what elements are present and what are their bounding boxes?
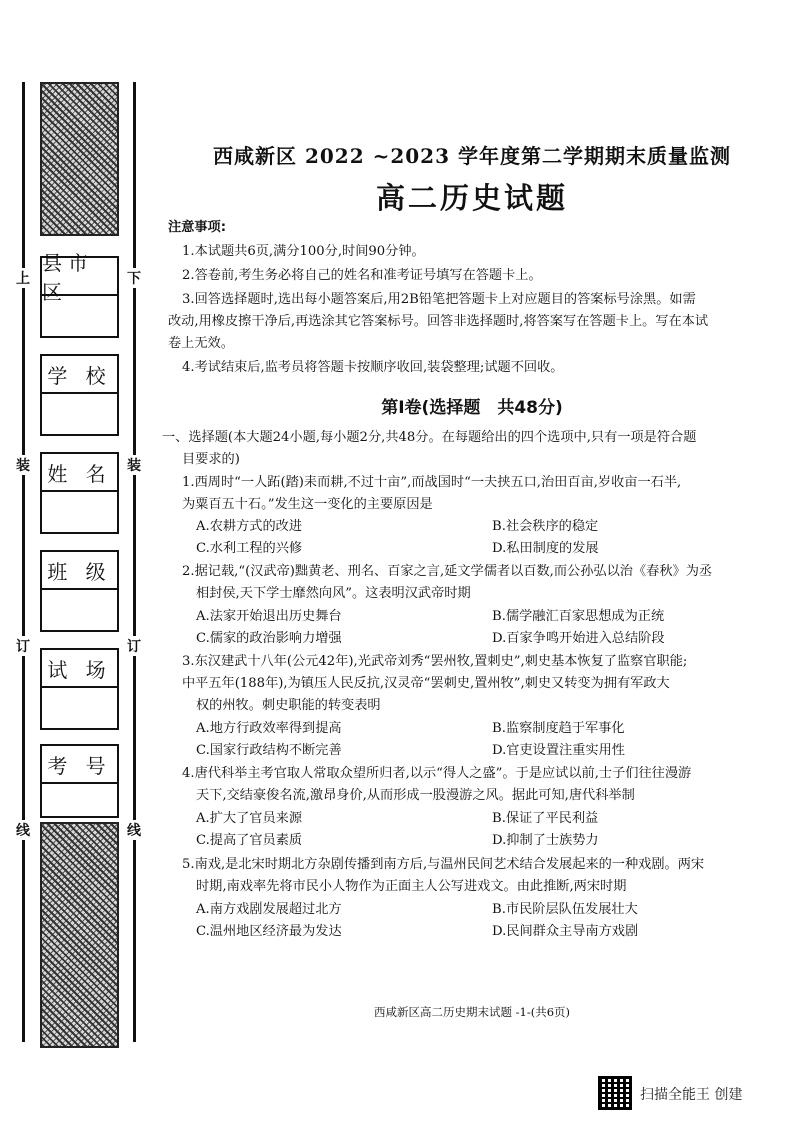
answer-option[interactable]: C.国家行政结构不断完善 bbox=[196, 743, 342, 758]
decorative-pattern-bottom bbox=[40, 822, 119, 1048]
answer-option[interactable]: C.温州地区经济最为发达 bbox=[196, 924, 342, 939]
scanner-watermark: 扫描全能王 创建 bbox=[640, 1087, 743, 1103]
question-stem: 2.据记载,“(汉武帝)黜黄老、刑名、百家之言,延文学儒者以百数,而公孙弘以治《春秋》为丞 bbox=[182, 564, 713, 579]
question-stem: 为粟百五十石。”发生这一变化的主要原因是 bbox=[182, 497, 433, 512]
note-line: 改动,用橡皮擦干净后,再选涂其它答案标号。回答非选择题时,将答案写在答题卡上。写在本试 bbox=[168, 314, 709, 329]
section-intro: 目要求的) bbox=[182, 452, 240, 467]
note-line: 1.本试题共6页,满分100分,时间90分钟。 bbox=[182, 244, 425, 259]
answer-option[interactable]: B.市民阶层队伍发展壮大 bbox=[492, 902, 638, 917]
decorative-pattern-top bbox=[40, 82, 119, 236]
answer-option[interactable]: A.南方戏剧发展超过北方 bbox=[196, 902, 342, 917]
binding-line-left bbox=[22, 82, 25, 1042]
question-stem: 天下,交结豪俊名流,激昂身价,从而形成一股漫游之风。据此可知,唐代科举制 bbox=[196, 788, 635, 803]
answer-option[interactable]: D.私田制度的发展 bbox=[492, 541, 599, 556]
cut-mark-right: 线 bbox=[127, 820, 141, 840]
exam-title: 西咸新区 2022 ~2023 学年度第二学期期末质量监测 bbox=[213, 144, 731, 168]
note-line: 2.答卷前,考生务必将自己的姓名和准考证号填写在答题卡上。 bbox=[182, 268, 542, 283]
answer-option[interactable]: D.抑制了士族势力 bbox=[492, 833, 599, 848]
answer-option[interactable]: D.官吏设置注重实用性 bbox=[492, 743, 625, 758]
question-stem: 4.唐代科举主考官取人常取众望所归者,以示“得人之盛”。于是应试以前,士子们往往漫游 bbox=[182, 766, 692, 781]
field-school[interactable] bbox=[40, 354, 119, 436]
answer-option[interactable]: A.地方行政效率得到提高 bbox=[196, 721, 342, 736]
field-room[interactable] bbox=[40, 648, 119, 730]
cut-mark-left: 上 bbox=[16, 268, 30, 288]
field-label: 姓 名 bbox=[42, 454, 117, 492]
answer-option[interactable]: A.法家开始退出历史舞台 bbox=[196, 609, 342, 624]
answer-option[interactable]: D.民间群众主导南方戏剧 bbox=[492, 924, 639, 939]
answer-option[interactable]: B.社会秩序的稳定 bbox=[492, 519, 599, 534]
answer-option[interactable]: B.监察制度趋于军事化 bbox=[492, 721, 625, 736]
question-stem: 相封侯,天下学士靡然向风”。这表明汉武帝时期 bbox=[196, 586, 471, 601]
section-intro: 一、选择题(本大题24小题,每小题2分,共48分。在每题给出的四个选项中,只有一项是符合题 bbox=[162, 430, 697, 445]
field-label: 县市区 bbox=[42, 258, 117, 296]
answer-option[interactable]: C.提高了官员素质 bbox=[196, 833, 303, 848]
field-class[interactable] bbox=[40, 550, 119, 632]
section-title: 第Ⅰ卷(选择题 共48分) bbox=[381, 398, 563, 418]
field-label: 学 校 bbox=[42, 356, 117, 394]
field-label: 考 号 bbox=[42, 746, 117, 784]
question-stem: 权的州牧。刺史职能的转变表明 bbox=[196, 698, 381, 713]
page-footer: 西咸新区高二历史期末试题 -1-(共6页) bbox=[373, 1005, 571, 1019]
answer-option[interactable]: B.儒学融汇百家思想成为正统 bbox=[492, 609, 665, 624]
cut-mark-left: 线 bbox=[16, 820, 30, 840]
field-name[interactable] bbox=[40, 452, 119, 534]
question-stem: 1.西周时“一人跖(踏)耒而耕,不过十亩”,而战国时“一夫挟五口,治田百亩,岁收亩一石半, bbox=[182, 475, 682, 490]
question-stem: 时期,南戏率先将市民小人物作为正面主人公写进戏文。由此推断,两宋时期 bbox=[196, 879, 627, 894]
answer-option[interactable]: A.扩大了官员来源 bbox=[196, 811, 303, 826]
answer-option[interactable]: C.水利工程的兴修 bbox=[196, 541, 303, 556]
question-stem: 5.南戏,是北宋时期北方杂剧传播到南方后,与温州民间艺术结合发展起来的一种戏剧。两宋 bbox=[182, 857, 705, 872]
note-line: 4.考试结束后,监考员将答题卡按顺序收回,装袋整理;试题不回收。 bbox=[182, 360, 564, 375]
cut-mark-left: 装 bbox=[16, 455, 30, 475]
cut-mark-right: 下 bbox=[127, 268, 141, 288]
binding-line-right bbox=[133, 82, 136, 1042]
field-label: 班 级 bbox=[42, 552, 117, 590]
answer-option[interactable]: A.农耕方式的改进 bbox=[196, 519, 303, 534]
notes-heading: 注意事项: bbox=[168, 220, 227, 235]
field-county[interactable] bbox=[40, 251, 119, 338]
qr-code-icon bbox=[598, 1076, 632, 1110]
answer-option[interactable]: B.保证了平民利益 bbox=[492, 811, 599, 826]
note-line: 3.回答选择题时,选出每小题答案后,用2B铅笔把答题卡上对应题目的答案标号涂黑。如需 bbox=[182, 292, 696, 307]
answer-option[interactable]: C.儒家的政治影响力增强 bbox=[196, 631, 342, 646]
cut-mark-right: 订 bbox=[127, 636, 141, 656]
exam-subject: 高二历史试题 bbox=[375, 181, 568, 215]
question-stem: 3.东汉建武十八年(公元42年),光武帝刘秀“罢州牧,置刺史”,刺史基本恢复了监察官职能; bbox=[182, 654, 688, 669]
answer-option[interactable]: D.百家争鸣开始进入总结阶段 bbox=[492, 631, 665, 646]
question-stem: 中平五年(188年),为镇压人民反抗,汉灵帝“罢刺史,置州牧”,刺史又转变为拥有军政大 bbox=[182, 676, 670, 691]
field-label: 试 场 bbox=[42, 650, 117, 688]
note-line: 卷上无效。 bbox=[168, 336, 234, 351]
field-exam-number[interactable] bbox=[40, 744, 119, 818]
cut-mark-right: 装 bbox=[127, 455, 141, 475]
cut-mark-left: 订 bbox=[16, 636, 30, 656]
